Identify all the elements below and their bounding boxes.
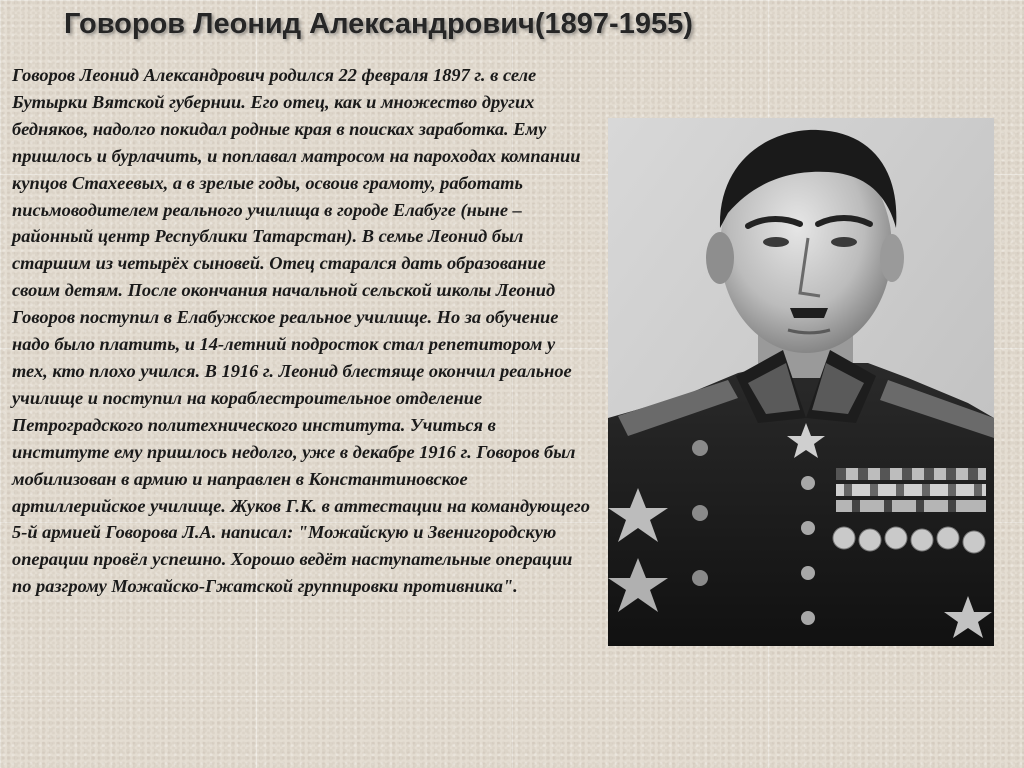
slide-title: Говоров Леонид Александрович(1897-1955): [64, 8, 693, 40]
biography-text: Говоров Леонид Александрович родился 22 февраля 1897 г. в селе Бутырки Вятской губернии. Его отец, как и множество других бедняков, надолго покидал родные края в поисках заработка. Ему пришлось и бурлачить, и поплавал матросом на пароходах компании купцов Стахеевых, а в зрелые годы, освоив грамоту, работать письмоводителем реального училища в городе Елабуге (ныне – районный центр Республики Татарстан). В семье Леонид был старшим из четырёх сыновей. Отец старался дать образование своим детям. После окончания начальной сельской школы Леонид Говоров поступил в Елабужское реальное училище. Но за обучение надо было платить, и 14-летний подросток стал репетитором у тех, кто плохо учился. В 1916 г. Леонид блестяще окончил реальное училище и поступил на кораблестроительное отделение Петроградского политехнического института. Учиться в институте ему пришлось недолго, уже в декабре 1916 г. Говоров был мобилизован в армию и направлен в Константиновское артиллерийское училище. Жуков Г.К. в аттестации на командующего 5-й армией Говорова Л.А. написал: "Можайскую и Звенигородскую операции провёл успешно. Хорошо ведёт наступательные операции по разгрому Можайско-Гжатской группировки противника".: [12, 65, 590, 597]
portrait-photo: [608, 118, 994, 646]
